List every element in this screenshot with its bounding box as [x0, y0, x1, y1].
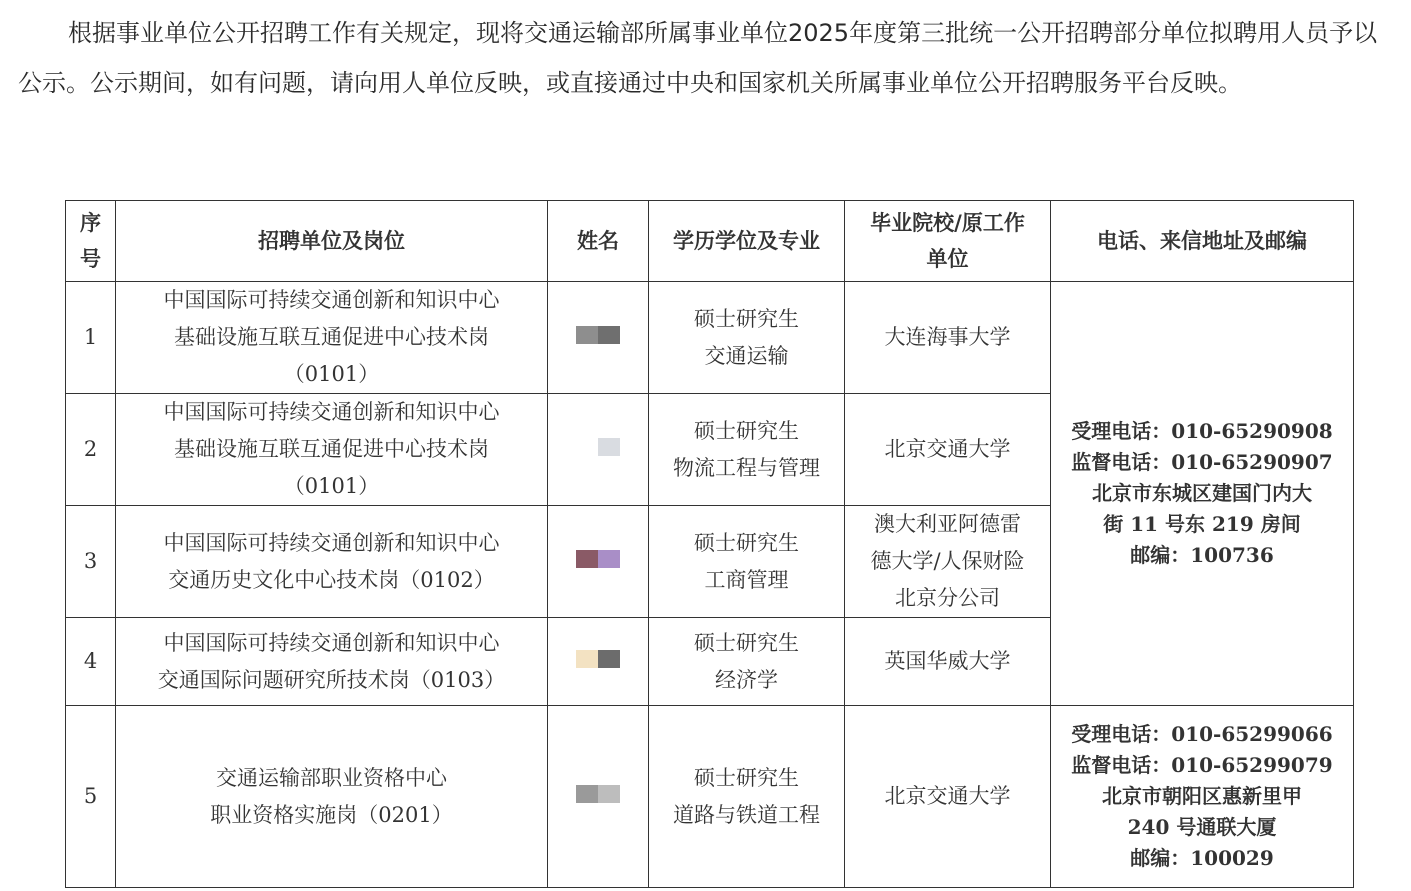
recruitment-table: [65, 200, 1354, 888]
seq-cell: 3: [66, 506, 116, 618]
name-cell: [548, 506, 649, 618]
table-row: [66, 706, 1354, 888]
education-cell: 硕士研究生 物流工程与管理: [649, 394, 845, 506]
seq-cell: 4: [66, 618, 116, 706]
intro-paragraph: 根据事业单位公开招聘工作有关规定，现将交通运输部所属事业单位2025年度第三批统一公开招聘部分单位拟聘用人员予以公示。公示期间，如有问题，请向用人单位反映，或直接通过中央和国家机关所属事业单位公开招聘服务平台反映。: [18, 19, 1378, 97]
position-cell: 中国国际可持续交通创新和知识中心 交通国际问题研究所技术岗（0103）: [116, 618, 548, 706]
seq-cell: 1: [66, 282, 116, 394]
education-cell: 硕士研究生 道路与铁道工程: [649, 706, 845, 888]
position-cell: 中国国际可持续交通创新和知识中心 基础设施互联互通促进中心技术岗 （0101）: [116, 282, 548, 394]
position-cell: 交通运输部职业资格中心 职业资格实施岗（0201）: [116, 706, 548, 888]
contact-cell: 受理电话：010-65290908 监督电话：010-65290907 北京市东城区建国门内大 街 11 号东 219 房间 邮编：100736: [1051, 282, 1354, 706]
name-cell: [548, 394, 649, 506]
redacted-name: [576, 438, 620, 456]
header-position: 招聘单位及岗位: [116, 201, 548, 282]
table-row: [66, 282, 1354, 394]
position-cell: 中国国际可持续交通创新和知识中心 交通历史文化中心技术岗（0102）: [116, 506, 548, 618]
contact-cell: 受理电话：010-65299066 监督电话：010-65299079 北京市朝阳区惠新里甲 240 号通联大厦 邮编：100029: [1051, 706, 1354, 888]
table-header-row: [66, 201, 1354, 282]
header-seq: 序 号: [66, 201, 116, 282]
position-cell: 中国国际可持续交通创新和知识中心 基础设施互联互通促进中心技术岗 （0101）: [116, 394, 548, 506]
school-cell: 英国华威大学: [845, 618, 1051, 706]
name-cell: [548, 706, 649, 888]
school-cell: 澳大利亚阿德雷 德大学/人保财险 北京分公司: [845, 506, 1051, 618]
redacted-name: [576, 650, 620, 668]
education-cell: 硕士研究生 工商管理: [649, 506, 845, 618]
header-contact: 电话、来信地址及邮编: [1051, 201, 1354, 282]
redacted-name: [576, 785, 620, 803]
school-cell: 北京交通大学: [845, 706, 1051, 888]
education-cell: 硕士研究生 交通运输: [649, 282, 845, 394]
header-education: 学历学位及专业: [649, 201, 845, 282]
header-school: 毕业院校/原工作 单位: [845, 201, 1051, 282]
seq-cell: 5: [66, 706, 116, 888]
school-cell: 北京交通大学: [845, 394, 1051, 506]
education-cell: 硕士研究生 经济学: [649, 618, 845, 706]
redacted-name: [576, 326, 620, 344]
seq-cell: 2: [66, 394, 116, 506]
name-cell: [548, 618, 649, 706]
name-cell: [548, 282, 649, 394]
school-cell: 大连海事大学: [845, 282, 1051, 394]
redacted-name: [576, 550, 620, 568]
header-name: 姓名: [548, 201, 649, 282]
